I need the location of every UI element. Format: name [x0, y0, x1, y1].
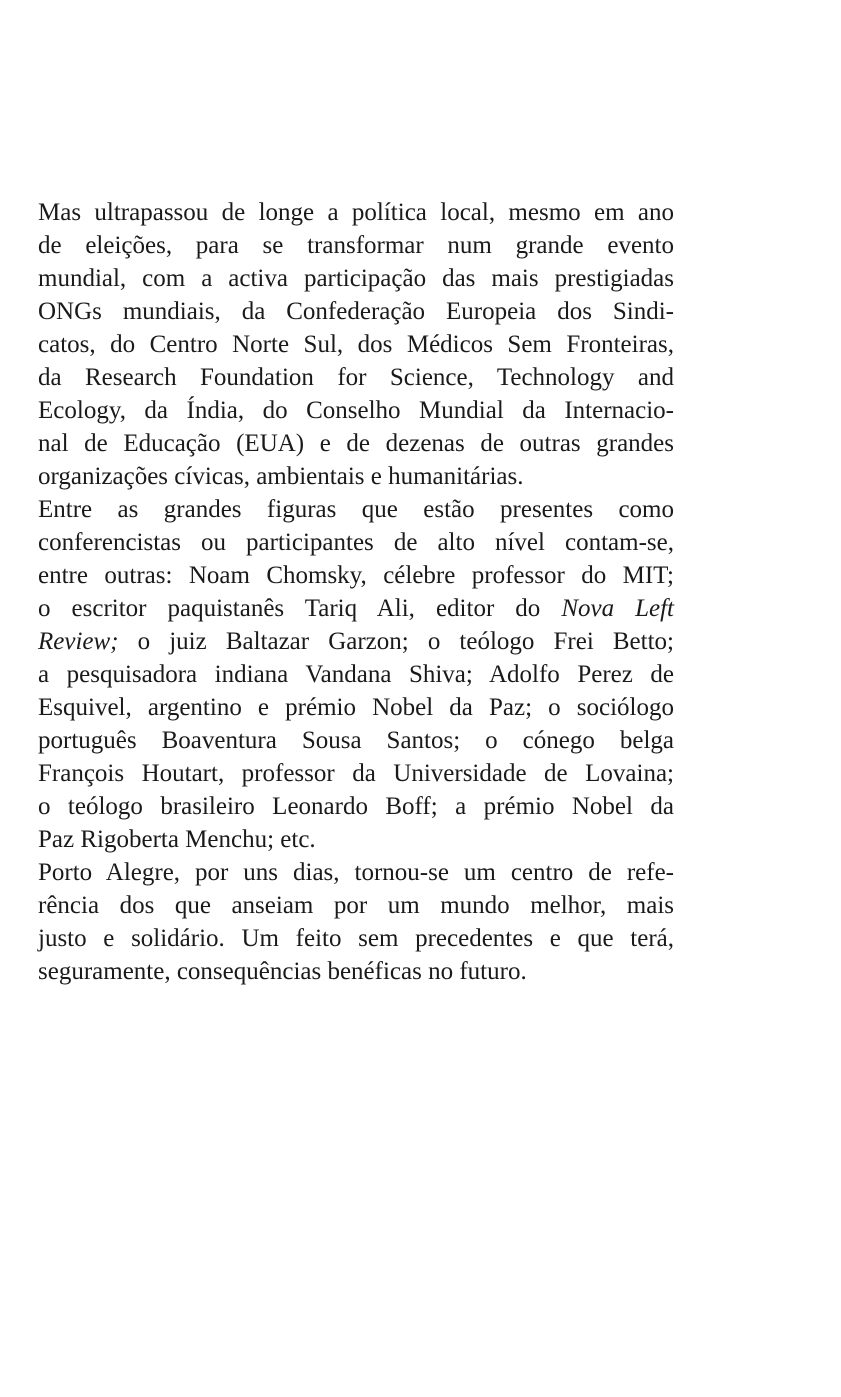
text-line: o teólogo brasileiro Leonardo Boff; a prémio Nobel da — [38, 793, 674, 820]
paragraph-3 — [38, 856, 674, 988]
text-line: Porto Alegre, por uns dias, tornou-se um centro de refe- — [38, 859, 674, 886]
text-line: português Boaventura Sousa Santos; o cónego belga — [38, 727, 674, 754]
text-line: organizações cívicas, ambientais e humanitárias. — [38, 463, 524, 490]
text-line: François Houtart, professor da Universidade de Lovaina; — [38, 760, 674, 787]
text-line: ONGs mundiais, da Confederação Europeia dos Sindi- — [38, 298, 674, 325]
text-line: Ecology, da Índia, do Conselho Mundial da Internacio- — [38, 397, 674, 424]
text-line — [38, 592, 674, 625]
text-line: Entre as grandes figuras que estão presentes como — [38, 496, 674, 523]
text-segment: o juiz Baltazar Garzon; o teólogo Frei Betto; — [118, 628, 674, 655]
text-segment: o escritor paquistanês Tariq Ali, editor do — [38, 595, 562, 622]
text-line: conferencistas ou participantes de alto nível contam-se, — [38, 529, 674, 556]
paragraph-1 — [38, 196, 674, 493]
text-line: a pesquisadora indiana Vandana Shiva; Adolfo Perez de — [38, 661, 674, 688]
text-line: catos, do Centro Norte Sul, dos Médicos Sem Fronteiras, — [38, 331, 674, 358]
text-line: nal de Educação (EUA) e de dezenas de outras grandes — [38, 430, 674, 457]
text-line: rência dos que anseiam por um mundo melhor, mais — [38, 892, 674, 919]
text-line: entre outras: Noam Chomsky, célebre professor do MIT; — [38, 562, 674, 589]
text-line: mundial, com a activa participação das mais prestigiadas — [38, 265, 674, 292]
text-line: seguramente, consequências benéficas no futuro. — [38, 958, 527, 985]
text-line: da Research Foundation for Science, Technology and — [38, 364, 674, 391]
text-line: de eleições, para se transformar num grande evento — [38, 232, 674, 259]
text-line: Mas ultrapassou de longe a política local, mesmo em ano — [38, 199, 674, 226]
journal-title-italic: Review; — [38, 628, 119, 655]
text-line: Paz Rigoberta Menchu; etc. — [38, 826, 316, 853]
text-line — [38, 625, 674, 658]
body-text — [38, 196, 674, 988]
text-line: Esquivel, argentino e prémio Nobel da Paz; o sociólogo — [38, 694, 674, 721]
text-line: justo e solidário. Um feito sem precedentes e que terá, — [38, 925, 674, 952]
journal-title-italic: Nova Left — [561, 595, 674, 622]
paragraph-2 — [38, 493, 674, 856]
